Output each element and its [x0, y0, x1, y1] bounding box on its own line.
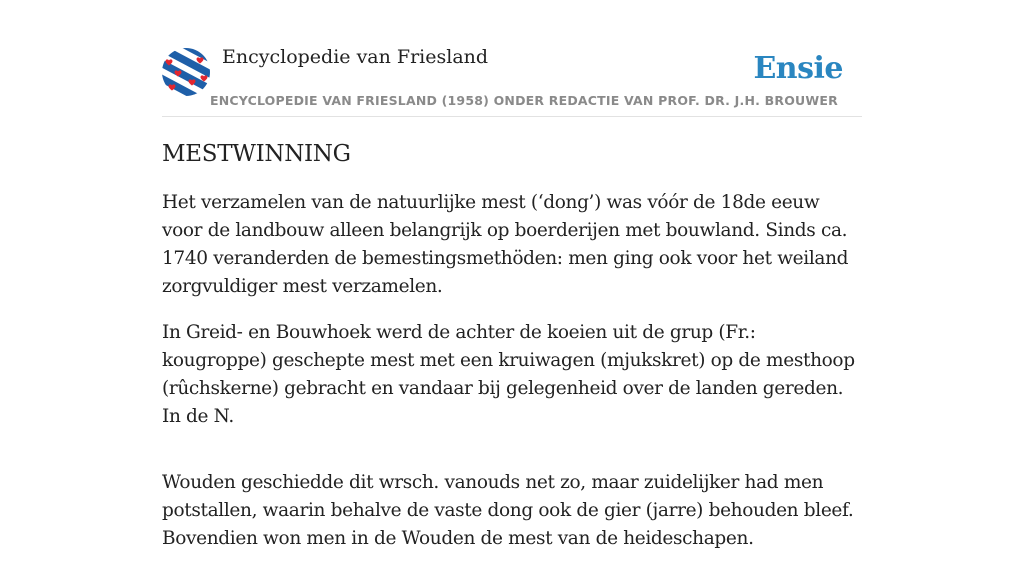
frisian-flag-icon[interactable]	[162, 48, 210, 96]
site-header	[162, 40, 862, 117]
entry-paragraph-1: Het verzamelen van de natuurlijke mest (‘dong’) was vóór de 18de eeuw voor de landbouw alleen belangrijk op boerderijen met bouwland. Sinds ca. 1740 veranderden de bemestingsmethöden: men ging ook voor het weiland zorgvuldiger mest verzamelen.	[162, 192, 849, 297]
site-subtitle: ENCYCLOPEDIE VAN FRIESLAND (1958) ONDER REDACTIE VAN PROF. DR. J.H. BROUWER	[210, 93, 838, 108]
entry-content	[162, 136, 862, 571]
entry-paragraph-2: In Greid- en Bouwhoek werd de achter de koeien uit de grup (Fr.: kougroppe) geschepte mest met een kruiwagen (mjukskret) op de mesthoop (rûchskerne) gebracht en vandaar bij gelegenheid over de landen gereden. In de N.	[162, 322, 855, 427]
entry-title: MESTWINNING	[162, 141, 351, 167]
entry-paragraph-3: Wouden geschiedde dit wrsch. vanouds net zo, maar zuidelijker had men potstallen, waarin behalve de vaste dong ook de gier (jarre) behouden bleef. Bovendien won men in de Wouden de mest van de heideschapen.	[162, 472, 854, 549]
ensie-logo[interactable]: Ensie	[753, 51, 843, 86]
site-title[interactable]: Encyclopedie van Friesland	[222, 46, 489, 68]
